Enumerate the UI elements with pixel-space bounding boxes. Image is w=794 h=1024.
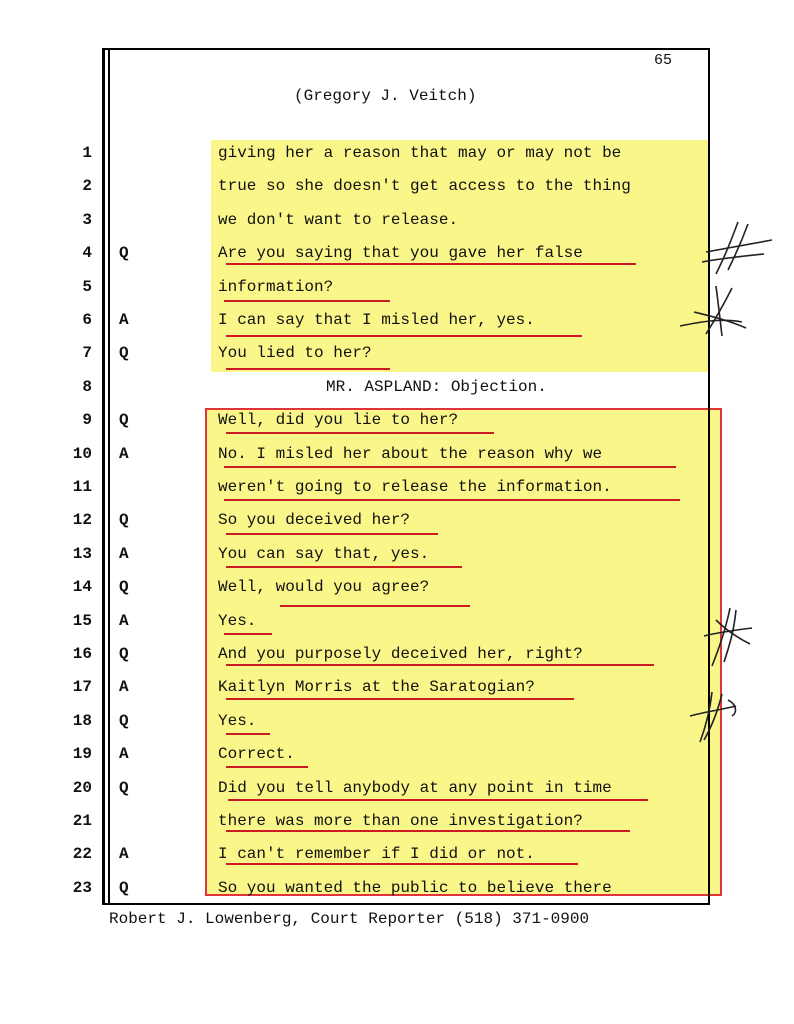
line-number: 13: [72, 545, 92, 563]
testimony-line: No. I misled her about the reason why we: [218, 445, 603, 463]
underline: [226, 263, 636, 265]
testimony-line: Kaitlyn Morris at the Saratogian?: [218, 678, 535, 696]
testimony-line: giving her a reason that may or may not be: [218, 144, 622, 162]
testimony-line: weren't going to release the information.: [218, 478, 612, 496]
underline: [228, 799, 648, 801]
speaker-label: Q: [119, 779, 129, 797]
testimony-line: So you wanted the public to believe there: [218, 879, 612, 897]
speaker-label: Q: [119, 511, 129, 529]
line-number: 11: [72, 478, 92, 496]
speaker-label: Q: [119, 578, 129, 596]
underline: [280, 605, 470, 607]
line-number: 1: [82, 144, 92, 162]
underline: [226, 335, 582, 337]
testimony-line: Well, did you lie to her?: [218, 411, 459, 429]
testimony-line: So you deceived her?: [218, 511, 411, 529]
testimony-line: information?: [218, 278, 334, 296]
asterisk-mark-icon: [682, 686, 746, 746]
underline: [226, 733, 270, 735]
underline: [226, 766, 308, 768]
underline: [224, 633, 272, 635]
line-number: 7: [82, 344, 92, 362]
underline: [226, 566, 462, 568]
line-number: 18: [72, 712, 92, 730]
line-number: 8: [82, 378, 92, 396]
speaker-label: A: [119, 678, 129, 696]
speaker-label: A: [119, 745, 129, 763]
speaker-label: Q: [119, 645, 129, 663]
testimony-line: Did you tell anybody at any point in time: [218, 779, 612, 797]
testimony-line: we don't want to release.: [218, 211, 459, 229]
testimony-line: true so she doesn't get access to the thing: [218, 177, 631, 195]
speaker-label: Q: [119, 879, 129, 897]
underline: [226, 533, 438, 535]
line-number: 6: [82, 311, 92, 329]
asterisk-mark-icon: [698, 214, 778, 278]
bottom-border: [102, 903, 710, 905]
line-number: 17: [72, 678, 92, 696]
line-number: 9: [82, 411, 92, 429]
left-border-outer: [102, 48, 105, 905]
testimony-line: Correct.: [218, 745, 295, 763]
line-number: 20: [72, 779, 92, 797]
underline: [224, 499, 680, 501]
testimony-line: You lied to her?: [218, 344, 372, 362]
underline: [226, 368, 390, 370]
speaker-label: A: [119, 612, 129, 630]
testimony-line: Yes.: [218, 612, 257, 630]
top-border: [102, 48, 710, 50]
line-number: 16: [72, 645, 92, 663]
line-number: 14: [72, 578, 92, 596]
line-number: 21: [72, 812, 92, 830]
underline: [226, 698, 574, 700]
testimony-line: Are you saying that you gave her false: [218, 244, 583, 262]
line-number: 19: [72, 745, 92, 763]
line-number: 15: [72, 612, 92, 630]
speaker-label: Q: [119, 712, 129, 730]
line-number: 22: [72, 845, 92, 863]
underline: [226, 664, 654, 666]
asterisk-mark-icon: [690, 604, 760, 670]
underline: [224, 466, 676, 468]
line-number: 3: [82, 211, 92, 229]
testimony-line: Yes.: [218, 712, 257, 730]
witness-heading: (Gregory J. Veitch): [294, 87, 477, 105]
testimony-line: there was more than one investigation?: [218, 812, 583, 830]
speaker-label: Q: [119, 411, 129, 429]
line-number: 4: [82, 244, 92, 262]
underline: [226, 432, 494, 434]
speaker-label: A: [119, 545, 129, 563]
speaker-label: Q: [119, 244, 129, 262]
line-number: 2: [82, 177, 92, 195]
court-reporter-footer: Robert J. Lowenberg, Court Reporter (518) 371-0900: [109, 910, 590, 928]
speaker-label: A: [119, 445, 129, 463]
line-number: 5: [82, 278, 92, 296]
colloquy-line: MR. ASPLAND: Objection.: [326, 378, 547, 396]
testimony-line: And you purposely deceived her, right?: [218, 645, 583, 663]
page-number: 65: [654, 52, 673, 69]
underline: [226, 863, 578, 865]
line-number: 12: [72, 511, 92, 529]
testimony-line: You can say that, yes.: [218, 545, 430, 563]
testimony-line: I can't remember if I did or not.: [218, 845, 535, 863]
speaker-label: A: [119, 845, 129, 863]
line-number: 23: [72, 879, 92, 897]
testimony-line: Well, would you agree?: [218, 578, 430, 596]
speaker-label: Q: [119, 344, 129, 362]
testimony-line: I can say that I misled her, yes.: [218, 311, 535, 329]
line-number: 10: [72, 445, 92, 463]
underline: [226, 830, 630, 832]
underline: [224, 300, 390, 302]
left-border-inner: [108, 48, 110, 905]
right-border: [708, 48, 710, 905]
speaker-label: A: [119, 311, 129, 329]
asterisk-mark-icon: [676, 282, 756, 342]
